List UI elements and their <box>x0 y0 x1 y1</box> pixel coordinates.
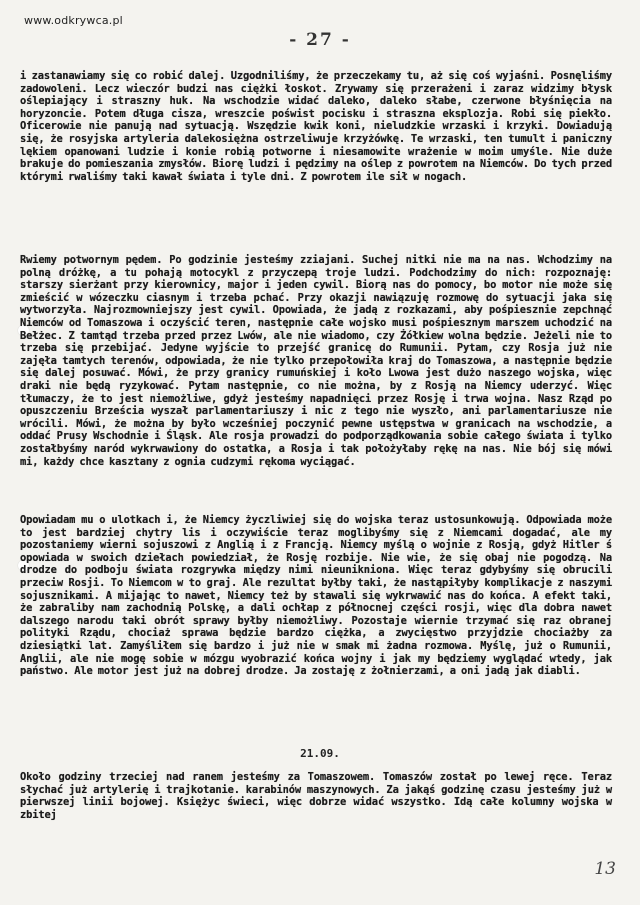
paragraph: Opowiadam mu o ulotkach i, że Niemcy życzliwiej się do wojska teraz ustosunkowują. Odpowiada może to jest bardziej chytry lis i oczywiście teraz moglibyśmy się z Niemcami dogadać, ale my pozostaniemy wierni sojuszowi z Anglią i z Francją. Niemcy myślą o wojnie z Rosją, gdyż Hitler ś opowiada w swoich dziełach powiedział, że Rosję rozbije. Nie wie, że się obaj nie pogodzą. Na drodze do podboju świata rozgrywka między nimi nieunikniona. Więc teraz gdybyśmy się obrucili przeciw Rosji. To Niemcom w to graj. Ale rezultat byłby taki, że nastąpiłyby komplikacje z naszymi sojusznikami. A mijając to nawet, Niemcy też by stawali się wykrwawić nas do końca. A efekt taki, że zabraliby nam zachodnią Polskę, a dali ochłap z północnej części rosji, więc dla dobra nawet dalszego narodu taki obrót sprawy byłby niemożliwy. Pozostaje wiernie trzymać się raz obranej polityki Rządu, chociaż sprawa będzie bardzo ciężka, a zwycięstwo przyjdzie chociażby za dziesiątki lat. Zamyśliłem się bardzo i już nie w smak mi żadna rozmowa. Myślę, już o Rumunii, Anglii, ale nie mogę sobie w mózgu wyobrazić końca wojny i jak my będziemy wyglądać wtedy, jak państwo. Ale motor jest już na dobrej drodze. Ja zostaję z żołnierzami, a oni jadą jak diabli. <box>20 514 612 678</box>
page-header: - 27 - <box>289 30 351 50</box>
paragraph: Około godziny trzeciej nad ranem jesteśmy za Tomaszowem. Tomaszów został po lewej ręce. Teraz słychać już artylerię i trajkotanie. karabinów maszynowych. Za jakąś godzinę czasu jesteśmy już w pierwszej linii bojowej. Księżyc świeci, więc dobrze widać wszystko. Idą całe kolumny wojska w zbitej <box>20 771 612 821</box>
page-footer-number: 13 <box>594 859 616 879</box>
paragraph-block-4 <box>20 771 612 821</box>
paragraph: Rwiemy potwornym pędem. Po godzinie jesteśmy zziajani. Suchej nitki nie ma na nas. Wchodzimy na polną dróżkę, a tu pohają motocykl z przyczepą troje ludzi. Podchodzimy do nich: rozpoznaję: starszy sierżant przy kierownicy, major i jeden cywil. Biorą nas do pomocy, bo motor nie może się zmieścić w wózeczku ciasnym i trzeba pchać. Przy okazji nawiązuję rozmowę do sytuacji jaka się wytworzyła. Najrozmowniejszy jest cywil. Opowiada, że jadą z rozkazami, aby pośpiesznie zepchnąć Niemców od Tomaszowa i oczyścić teren, następnie całe wojsko musi pośpiesznym marszem uchodzić na Bełżec. Z tamtąd trzeba przed przez Lwów, ale nie wiadomo, czy Żółkiew wolna będzie. Jeżeli nie to trzeba się przebijać. Jedyne wyjście to przejść granicę do Rumunii. Pytam, czy Rosja już nie zajęła tamtych terenów, odpowiada, że nie tylko przepołowiła kraj do Tomaszowa, a następnie będzie się dalej posuwać. Mówi, że przy granicy rumuńskiej i koło Lwowa jest dużo naszego wojska, więc draki nie będą ryzykować. Pytam następnie, co nie można, by z Rosją na Niemcy uderzyć. Więc tłumaczy, że to jest niemożliwe, gdyż jesteśmy napadnięci przez Rosję i trwa wojna. Nasz Rząd po opuszczeniu Brześcia wyszał parlamentariuszy i nic z tego nie wyszło, ani parlamentariusze nie wrócili. Mówi, że można by było wcześniej poczynić pewne ustępstwa w granicach na wschodzie, a oddać Prusy Wschodnie i Śląsk. Ale rosja prowadzi do podporządkowania sobie całego świata i tylko zostałbyśmy naród wykrwawiony do ostatka, a Rosja i tak położyłaby rękę na nas. Nie bój się mówi mi, każdy chce kasztany z ognia cudzymi rękoma wyciągać. <box>20 254 612 468</box>
date-heading: 21.09. <box>300 747 340 760</box>
paragraph-block-3 <box>20 514 612 678</box>
paragraph: i zastanawiamy się co robić dalej. Uzgodniliśmy, że przeczekamy tu, aż się coś wyjaśni. Posnęliśmy zadowoleni. Lecz wieczór budzi nas ciężki łoskot. Zrywamy się przerażeni i zaraz widzimy błysk oślepiający i straszny huk. Na wschodzie widać daleko, daleko słabe, czerwone błyśnięcia na horyzoncie. Potem długa cisza, wreszcie poświst pocisku i straszna eksplozja. Robi się piekło. Oficerowie nie panują nad sytuacją. Wszędzie kwik koni, nieludzkie wrzaski i krzyki. Dowiadują się, że rosyjska artyleria dalekosiężna ostrzeliwuje krzyżówkę. Te wrzaski, ten tumult i paniczny lękiem opanowani ludzie i konie robią potworne i niesamowite wrażenie w moim umyśle. Nie duże brakuje do pomieszania zmysłów. Biorę ludzi i pędzimy na oślep z powrotem na Niemców. Do tych przed którymi rwaliśmy taki kawał świata i tyle dni. Z powrotem ile sił w nogach. <box>20 70 612 183</box>
paragraph-block-1 <box>20 70 612 183</box>
paragraph-block-2 <box>20 254 612 468</box>
watermark: www.odkrywca.pl <box>24 14 123 27</box>
